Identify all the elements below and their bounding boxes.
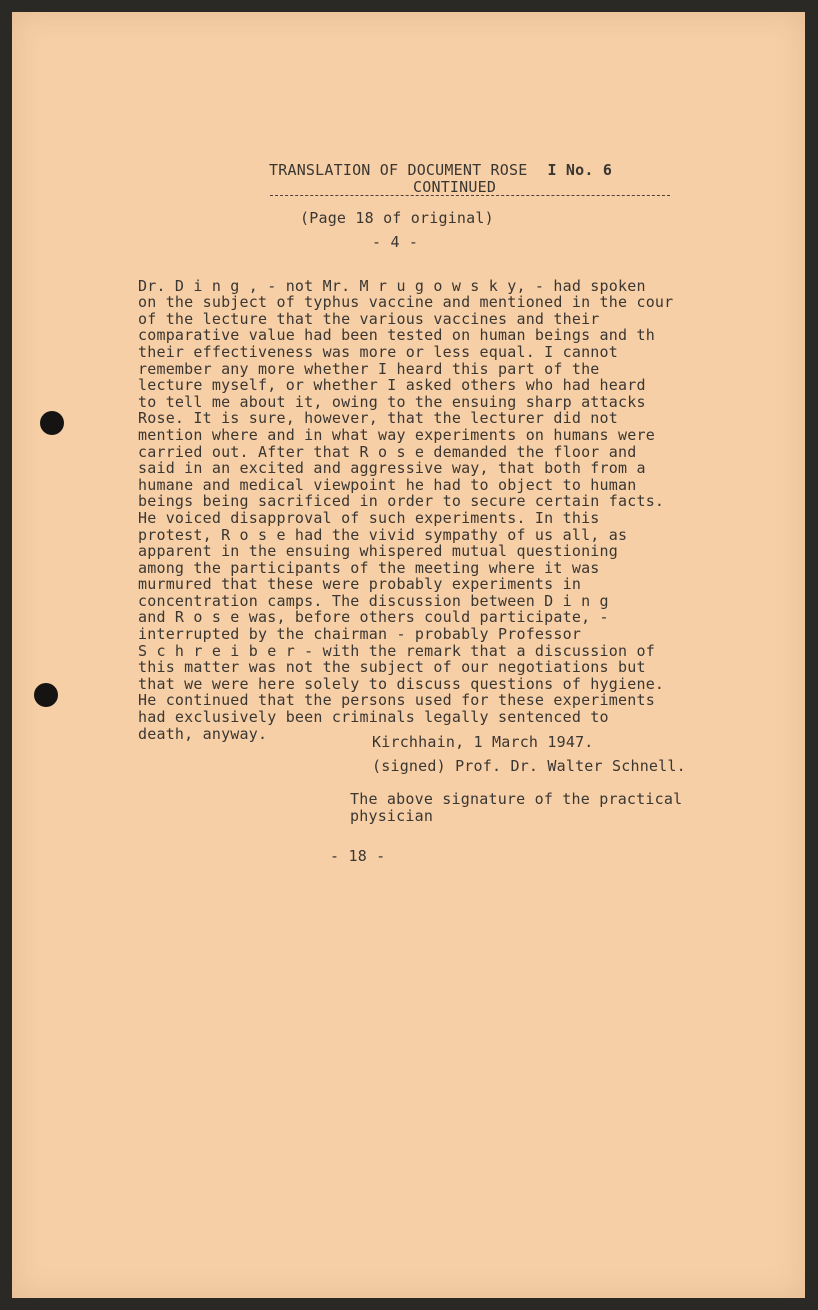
body-line: beings being sacrificed in order to secure certain facts. [138, 492, 665, 511]
body-line: comparative value had been tested on human beings and th [138, 326, 655, 345]
body-line: of the lecture that the various vaccines and their [138, 309, 600, 328]
place-date: Kirchhain, 1 March 1947. [372, 733, 594, 751]
body-line: their effectiveness was more or less equal. I cannot [138, 342, 618, 361]
body-line: Dr. D i n g , - not Mr. M r u g o w s k y, - had spoken [138, 276, 646, 295]
body-line: interrupted by the chairman - probably Professor [138, 625, 582, 644]
body-line: said in an excited and aggressive way, that both from a [138, 459, 646, 478]
body-line: He voiced disapproval of such experiments. In this [138, 508, 600, 527]
body-line: Rose. It is sure, however, that the lecturer did not [138, 409, 618, 428]
body-line: concentration camps. The discussion between D i n g [138, 591, 609, 610]
document-title [269, 162, 612, 179]
body-line: humane and medical viewpoint he had to object to human [138, 475, 637, 494]
body-line: mention where and in what way experiments on humans were [138, 425, 655, 444]
body-line: S c h r e i b e r - with the remark that a discussion of [138, 641, 655, 660]
body-line: lecture myself, or whether I asked others who had heard [138, 376, 646, 395]
body-line: murmured that these were probably experiments in [138, 575, 582, 594]
page-reference: (Page 18 of original) [300, 209, 494, 227]
attestation-line: physician [350, 806, 434, 825]
body-line: apparent in the ensuing whispered mutual questioning [138, 542, 618, 561]
document-page [12, 12, 805, 1298]
body-line: to tell me about it, owing to the ensuing sharp attacks [138, 392, 646, 411]
body-line: had exclusively been criminals legally sentenced to [138, 708, 609, 727]
attestation-line: The above signature of the practical [350, 790, 683, 808]
body-line: carried out. After that R o s e demanded the floor and [138, 442, 637, 461]
body-text [138, 261, 673, 742]
continued-label: CONTINUED [413, 178, 497, 196]
punch-hole [40, 411, 64, 435]
signature-line: (signed) Prof. Dr. Walter Schnell. [372, 757, 686, 775]
attestation [350, 791, 682, 824]
body-line: and R o s e was, before others could participate, - [138, 608, 609, 627]
body-line: on the subject of typhus vaccine and mentioned in the cour [138, 293, 674, 312]
header-rule [270, 195, 670, 196]
body-line: that we were here solely to discuss questions of hygiene. [138, 674, 665, 693]
punch-hole [34, 683, 58, 707]
body-line: death, anyway. [138, 724, 268, 743]
body-line: He continued that the persons used for these experiments [138, 691, 655, 710]
body-line: remember any more whether I heard this part of the [138, 359, 600, 378]
title-text: TRANSLATION OF DOCUMENT ROSE [269, 161, 528, 179]
body-line: protest, R o s e had the vivid sympathy of us all, as [138, 525, 628, 544]
page-number: - 18 - [330, 847, 386, 865]
body-line: among the participants of the meeting where it was [138, 558, 600, 577]
section-number: - 4 - [372, 233, 419, 251]
document-number: I No. 6 [547, 161, 613, 179]
body-line: this matter was not the subject of our negotiations but [138, 658, 646, 677]
